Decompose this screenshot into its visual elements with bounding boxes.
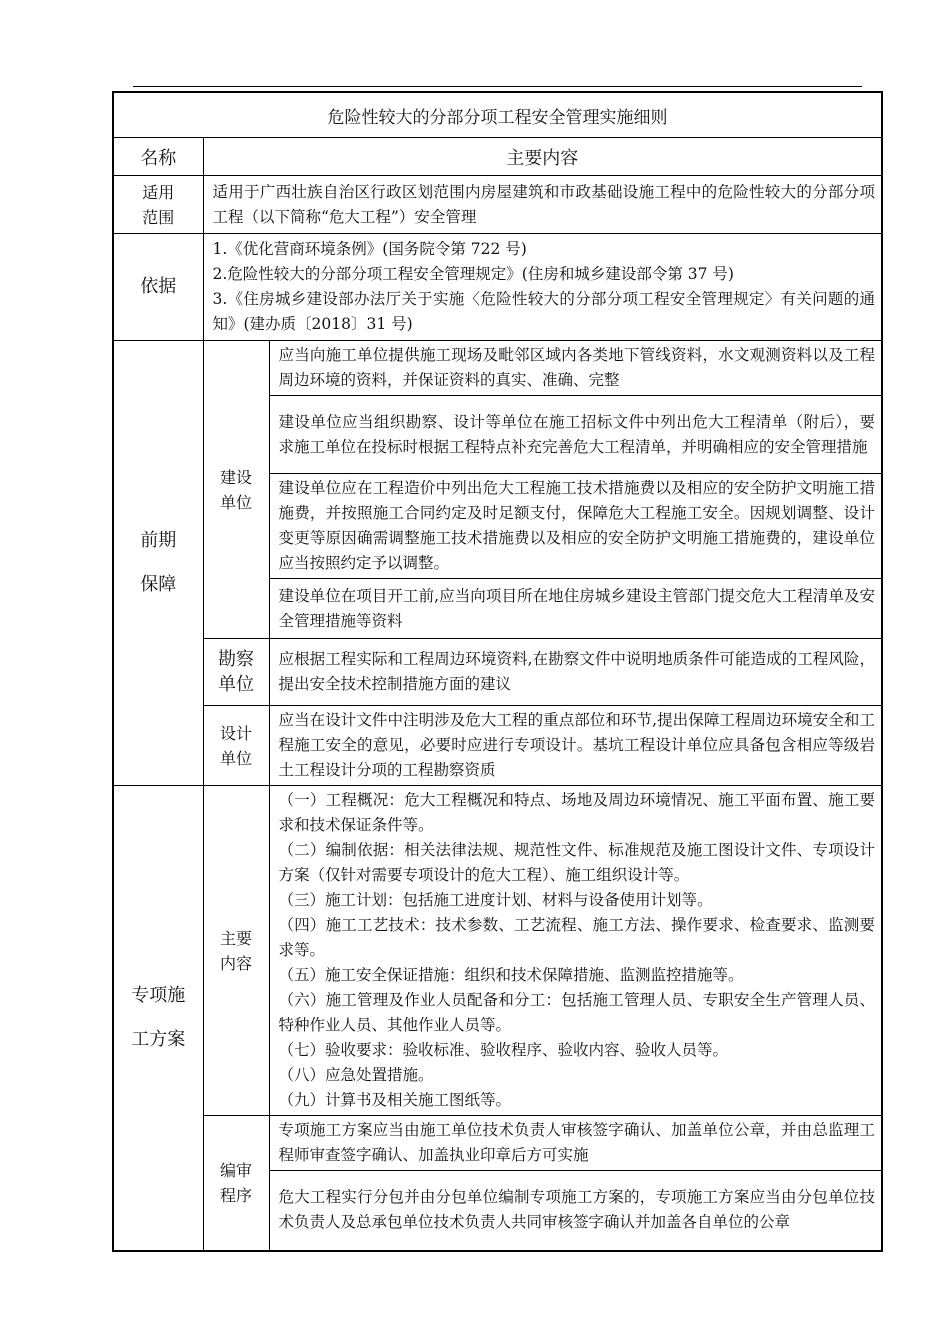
survey-row xyxy=(113,639,882,706)
scope-text: 适用于广西壮族自治区行政区划范围内房屋建筑和市政基础设施工程中的危险性较大的分部分项工程（以下简称“危大工程”）安全管理 xyxy=(203,176,882,234)
survey-text: 应根据工程实际和工程周边环境资料,在勘察文件中说明地质条件可能造成的工程风险，提出安全技术控制措施方面的建议 xyxy=(269,639,882,706)
basis-label: 依据 xyxy=(113,234,203,341)
plan-content-item: （二）编制依据：相关法律法规、规范性文件、标准规范及施工图设计文件、专项设计方案（仅针对需要专项设计的危大工程）、施工组织设计等。 xyxy=(278,841,875,884)
plan-content-label xyxy=(203,786,269,1116)
plan-label xyxy=(113,786,203,1251)
scope-row xyxy=(113,176,882,234)
basis-item: 2.危险性较大的分部分项工程安全管理规定》(住房和城乡建设部令第 37 号) xyxy=(212,265,734,283)
survey-label-text: 勘察 单位 xyxy=(218,649,254,695)
basis-item: 1.《优化营商环境条例》(国务院令第 722 号) xyxy=(212,240,527,258)
design-label xyxy=(203,706,269,786)
column-header-name: 名称 xyxy=(113,138,203,176)
plan-review-label-text: 编审 程序 xyxy=(219,1160,252,1205)
builder-item: 建设单位应当组织勘察、设计等单位在施工招标文件中列出危大工程清单（附后），要求施工单位在投标时根据工程特点补充完善危大工程清单，并明确相应的安全管理措施 xyxy=(269,396,882,474)
document-title: 危险性较大的分部分项工程安全管理实施细则 xyxy=(113,92,882,138)
builder-label-text: 建设 单位 xyxy=(219,467,252,512)
plan-content-item: （九）计算书及相关施工图纸等。 xyxy=(278,1091,512,1109)
plan-content-list xyxy=(269,786,882,1116)
builder-row-1 xyxy=(113,341,882,396)
basis-item: 3.《住房城乡建设部办法厅关于实施〈危险性较大的分部分项工程安全管理规定〉有关问题的通知》(建办质〔2018〕31 号) xyxy=(212,290,875,333)
scope-label-text: 适用 范围 xyxy=(142,182,175,227)
plan-content-item: （四）施工工艺技术：技术参数、工艺流程、施工方法、操作要求、检查要求、监测要求等。 xyxy=(278,916,875,959)
title-row xyxy=(113,92,882,138)
basis-row xyxy=(113,234,882,341)
plan-review-row-1 xyxy=(113,1116,882,1171)
plan-review-item: 危大工程实行分包并由分包单位编制专项施工方案的，专项施工方案应当由分包单位技术负责人及总承包单位技术负责人共同审核签字确认并加盖各自单位的公章 xyxy=(269,1171,882,1251)
early-label-text: 前期 保障 xyxy=(140,530,177,595)
scope-label xyxy=(113,176,203,234)
rules-table xyxy=(112,91,883,1252)
builder-label xyxy=(203,341,269,639)
header-row xyxy=(113,138,882,176)
plan-review-item: 专项施工方案应当由施工单位技术负责人审核签字确认、加盖单位公章，并由总监理工程师审查签字确认、加盖执业印章后方可实施 xyxy=(269,1116,882,1171)
plan-content-item: （五）施工安全保证措施：组织和技术保障措施、监测监控措施等。 xyxy=(278,966,744,984)
column-header-content: 主要内容 xyxy=(203,138,882,176)
early-label xyxy=(113,341,203,786)
survey-label xyxy=(203,639,269,706)
builder-item: 应当向施工单位提供施工现场及毗邻区域内各类地下管线资料，水文观测资料以及工程周边环境的资料，并保证资料的真实、准确、完整 xyxy=(269,341,882,396)
plan-review-label xyxy=(203,1116,269,1251)
design-label-text: 设计 单位 xyxy=(219,723,252,768)
plan-content-label-text: 主要 内容 xyxy=(219,928,252,973)
plan-label-text: 专项施 工方案 xyxy=(131,984,186,1050)
design-row xyxy=(113,706,882,786)
header-rule xyxy=(133,86,862,87)
builder-item: 建设单位应在工程造价中列出危大工程施工技术措施费以及相应的安全防护文明施工措施费，并按照施工合同约定及时足额支付，保障危大工程施工安全。因规划调整、设计变更等原因确需调整施工技术措施费以及相应的安全防护文明施工措施费的，建设单位应当按照约定予以调整。 xyxy=(269,474,882,579)
plan-content-row xyxy=(113,786,882,1116)
plan-content-item: （三）施工计划：包括施工进度计划、材料与设备使用计划等。 xyxy=(278,891,713,909)
plan-content-item: （六）施工管理及作业人员配备和分工：包括施工管理人员、专职安全生产管理人员、特种作业人员、其他作业人员等。 xyxy=(278,991,875,1034)
builder-item: 建设单位在项目开工前,应当向项目所在地住房城乡建设主管部门提交危大工程清单及安全管理措施等资料 xyxy=(269,579,882,639)
plan-content-item: （七）验收要求：验收标准、验收程序、验收内容、验收人员等。 xyxy=(278,1041,729,1059)
plan-content-item: （一）工程概况：危大工程概况和特点、场地及周边环境情况、施工平面布置、施工要求和技术保证条件等。 xyxy=(278,791,875,834)
basis-content xyxy=(203,234,882,341)
design-text: 应当在设计文件中注明涉及危大工程的重点部位和环节,提出保障工程周边环境安全和工程施工安全的意见，必要时应进行专项设计。基坑工程设计单位应具备包含相应等级岩土工程设计分项的工程勘察资质 xyxy=(269,706,882,786)
plan-content-item: （八）应急处置措施。 xyxy=(278,1066,434,1084)
